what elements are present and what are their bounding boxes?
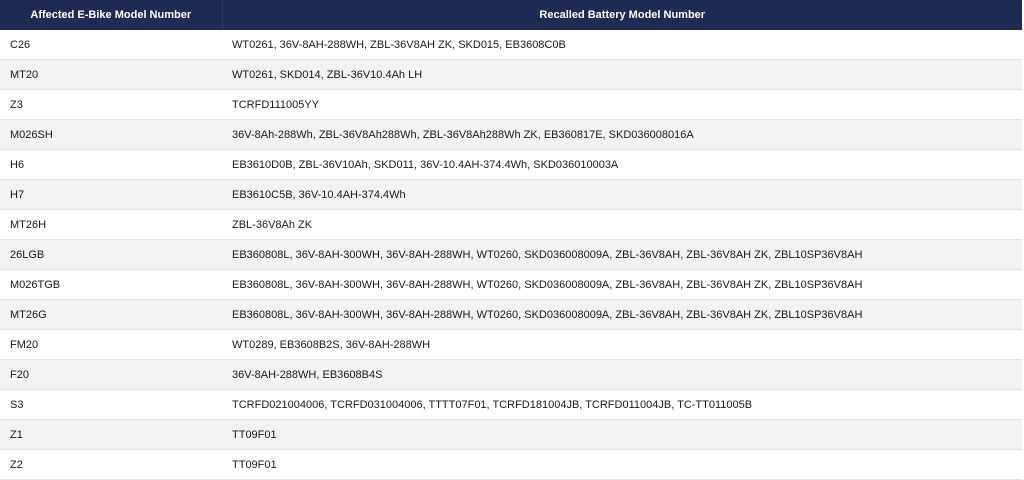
ebike-model-cell: Z1 xyxy=(0,420,222,450)
table-row xyxy=(0,300,1022,330)
battery-model-cell: 36V-8AH-288WH, EB3608B4S xyxy=(222,360,1022,390)
table-row xyxy=(0,390,1022,420)
battery-model-cell: TT09F01 xyxy=(222,420,1022,450)
table-row xyxy=(0,270,1022,300)
ebike-model-cell: S3 xyxy=(0,390,222,420)
battery-model-cell: 36V-8Ah-288Wh, ZBL-36V8Ah288Wh, ZBL-36V8Ah288Wh ZK, EB360817E, SKD036008016A xyxy=(222,120,1022,150)
table-body xyxy=(0,30,1022,480)
ebike-model-cell: MT20 xyxy=(0,60,222,90)
ebike-model-cell: Z2 xyxy=(0,450,222,480)
battery-model-cell: TCRFD111005YY xyxy=(222,90,1022,120)
header-row xyxy=(0,0,1022,30)
battery-model-cell: EB3610C5B, 36V-10.4AH-374.4Wh xyxy=(222,180,1022,210)
battery-model-cell: EB3610D0B, ZBL-36V10Ah, SKD011, 36V-10.4AH-374.4Wh, SKD036010003A xyxy=(222,150,1022,180)
battery-model-cell: ZBL-36V8Ah ZK xyxy=(222,210,1022,240)
battery-model-cell: WT0261, 36V-8AH-288WH, ZBL-36V8AH ZK, SKD015, EB3608C0B xyxy=(222,30,1022,60)
table-row xyxy=(0,420,1022,450)
battery-model-cell: EB360808L, 36V-8AH-300WH, 36V-8AH-288WH, WT0260, SKD036008009A, ZBL-36V8AH, ZBL-36V8AH ZK, ZBL10SP36V8AH xyxy=(222,300,1022,330)
battery-model-cell: WT0289, EB3608B2S, 36V-8AH-288WH xyxy=(222,330,1022,360)
table-row xyxy=(0,330,1022,360)
table-row xyxy=(0,150,1022,180)
table-row xyxy=(0,120,1022,150)
battery-model-cell: TCRFD021004006, TCRFD031004006, TTTT07F01, TCRFD181004JB, TCRFD011004JB, TC-TT011005B xyxy=(222,390,1022,420)
table-header xyxy=(0,0,1022,30)
table-row xyxy=(0,90,1022,120)
ebike-model-cell: M026SH xyxy=(0,120,222,150)
table-row xyxy=(0,240,1022,270)
battery-model-cell: EB360808L, 36V-8AH-300WH, 36V-8AH-288WH, WT0260, SKD036008009A, ZBL-36V8AH, ZBL-36V8AH ZK, ZBL10SP36V8AH xyxy=(222,240,1022,270)
ebike-model-cell: C26 xyxy=(0,30,222,60)
battery-model-cell: EB360808L, 36V-8AH-300WH, 36V-8AH-288WH, WT0260, SKD036008009A, ZBL-36V8AH, ZBL-36V8AH ZK, ZBL10SP36V8AH xyxy=(222,270,1022,300)
ebike-model-cell: Z3 xyxy=(0,90,222,120)
ebike-model-cell: FM20 xyxy=(0,330,222,360)
battery-model-cell: WT0261, SKD014, ZBL-36V10.4Ah LH xyxy=(222,60,1022,90)
header-ebike-model: Affected E-Bike Model Number xyxy=(0,0,222,30)
table-row xyxy=(0,450,1022,480)
table-row xyxy=(0,180,1022,210)
ebike-model-cell: H6 xyxy=(0,150,222,180)
table-row xyxy=(0,30,1022,60)
table-row xyxy=(0,360,1022,390)
ebike-model-cell: 26LGB xyxy=(0,240,222,270)
ebike-model-cell: MT26G xyxy=(0,300,222,330)
header-battery-model: Recalled Battery Model Number xyxy=(222,0,1022,30)
table-row xyxy=(0,210,1022,240)
ebike-model-cell: MT26H xyxy=(0,210,222,240)
table-row xyxy=(0,60,1022,90)
ebike-model-cell: H7 xyxy=(0,180,222,210)
battery-model-cell: TT09F01 xyxy=(222,450,1022,480)
ebike-model-cell: M026TGB xyxy=(0,270,222,300)
ebike-model-cell: F20 xyxy=(0,360,222,390)
